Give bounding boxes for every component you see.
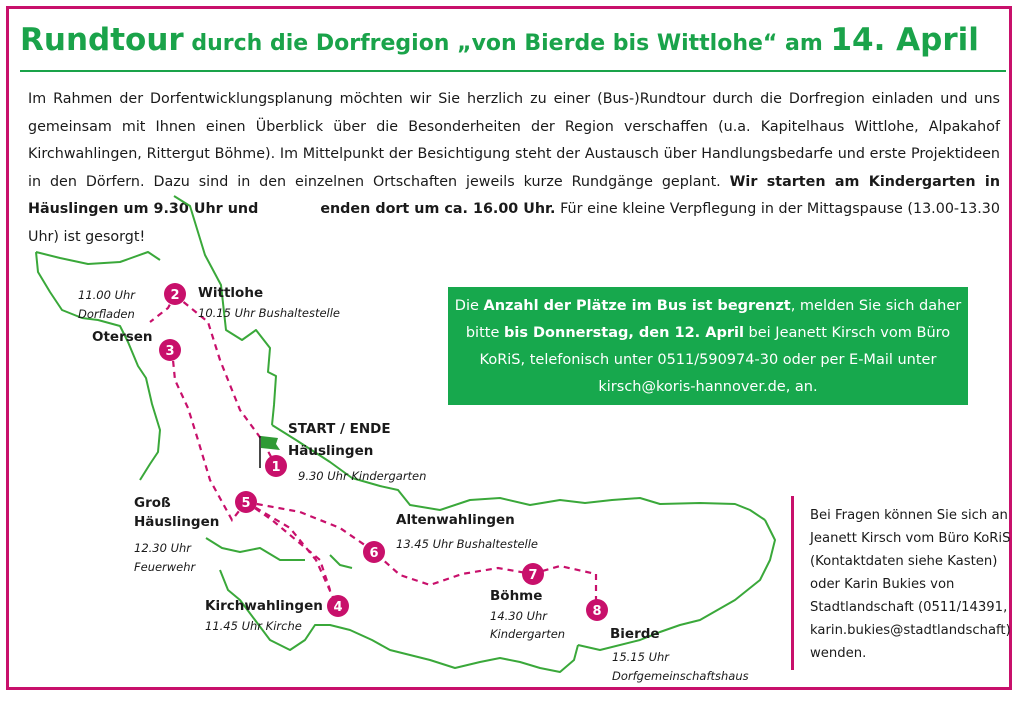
- stop-place-label: Häuslingen: [288, 443, 374, 459]
- contact-note: Bei Fragen können Sie sich an Jeanett Kirsch vom Büro KoRiS (Kontaktdaten siehe Kasten) oder Karin Bukies von Stadtlandschaft (0511/14391, karin.bukies@stadtlandschaft) wenden.: [810, 508, 1011, 661]
- registration-info-box: [448, 287, 968, 405]
- stop-place-label: Wittlohe: [198, 285, 264, 301]
- stop-time-label: 12.30 Uhr: [134, 541, 192, 555]
- svg-text:7: 7: [528, 568, 538, 583]
- stop-time-label: 11.00 Uhr: [78, 288, 136, 302]
- stop-place-label: Bierde: [610, 626, 660, 642]
- intro-start-bold: Wir starten am Kindergarten in Häuslingen um 9.30 Uhr und: [28, 173, 1000, 217]
- stop-time-label: Dorfladen: [78, 307, 135, 321]
- stop-marker: [159, 339, 181, 361]
- info-text: bei Jeanett Kirsch vom Büro KoRiS, telefonisch unter 0511/590974-30 oder per E-Mail unter kirsch@koris-hannover.de, an.: [479, 325, 951, 395]
- info-bold-limited: Anzahl der Plätze im Bus ist begrenzt: [483, 298, 791, 314]
- stop-time-label: 11.45 Uhr Kirche: [205, 619, 302, 633]
- intro-text: Im Rahmen der Dorfentwicklungsplanung möchten wir Sie herzlich zu einer (Bus-)Rundtour durch die Dorfregion einladen und uns gemeinsam mit Ihnen einen Überblick über die Besonderheiten der Region verschaffen (u.a. Kapitelhaus Wittlohe, Alpakahof Kirchwahlingen, Rittergut Böhme). Im Mittelpunkt der Besichtigung steht der Austausch über Handlungsbedarfe und erste Projektideen in den Dörfern. Dazu sind in den einzelnen Ortschaften jeweils kurze Rundgänge geplant.: [28, 91, 1000, 190]
- stop-time-label: 15.15 Uhr: [612, 650, 670, 664]
- intro-end-bold: enden dort um ca. 16.00 Uhr.: [320, 201, 556, 217]
- title-rundtour: Rundtour: [20, 22, 184, 58]
- stop-time-label: 9.30 Uhr Kindergarten: [298, 469, 427, 483]
- intro-text-end: Für eine kleine Verpflegung in der Mittagspause (13.00-13.30 Uhr) ist gesorgt!: [28, 201, 1001, 245]
- info-bold-deadline: bis Donnerstag, den 12. April: [503, 325, 744, 341]
- stop-time-label: 10.15 Uhr Bushaltestelle: [198, 306, 340, 320]
- stop-place-label: START / ENDE: [288, 421, 391, 437]
- stop-place-label: Altenwahlingen: [396, 512, 515, 528]
- stop-marker: [265, 455, 287, 477]
- svg-text:1: 1: [271, 460, 281, 475]
- title-date: 14. April: [830, 22, 979, 58]
- stop-place-label: Otersen: [92, 329, 153, 345]
- svg-text:8: 8: [592, 604, 602, 619]
- contact-divider: [791, 496, 794, 670]
- info-text: Die: [454, 298, 484, 314]
- stop-place-label: Groß: [134, 495, 171, 511]
- stop-place-label: Böhme: [490, 588, 543, 604]
- stop-marker: [522, 563, 544, 585]
- region-outline: [36, 196, 775, 672]
- stop-marker: [363, 541, 385, 563]
- stop-time-label: 14.30 Uhr: [490, 609, 548, 623]
- stop-time-label: Feuerwehr: [134, 560, 196, 574]
- svg-text:6: 6: [369, 546, 379, 561]
- svg-text:3: 3: [165, 344, 175, 359]
- stop-place-label: Häuslingen: [134, 514, 220, 530]
- svg-text:4: 4: [333, 600, 343, 615]
- stop-marker: [327, 595, 349, 617]
- stop-marker: [586, 599, 608, 621]
- svg-text:2: 2: [170, 288, 180, 303]
- info-text: , melden Sie sich daher bitte: [465, 298, 962, 341]
- stop-time-label: 13.45 Uhr Bushaltestelle: [396, 537, 538, 551]
- stop-time-label: Kindergarten: [490, 627, 566, 641]
- stop-marker: [235, 491, 257, 513]
- svg-text:5: 5: [241, 496, 251, 511]
- stop-time-label: Dorfgemeinschaftshaus: [612, 669, 749, 683]
- title-middle: durch die Dorfregion „von Bierde bis Wittlohe“ am: [183, 31, 831, 56]
- stop-place-label: Kirchwahlingen: [205, 598, 323, 614]
- stop-marker: [164, 283, 186, 305]
